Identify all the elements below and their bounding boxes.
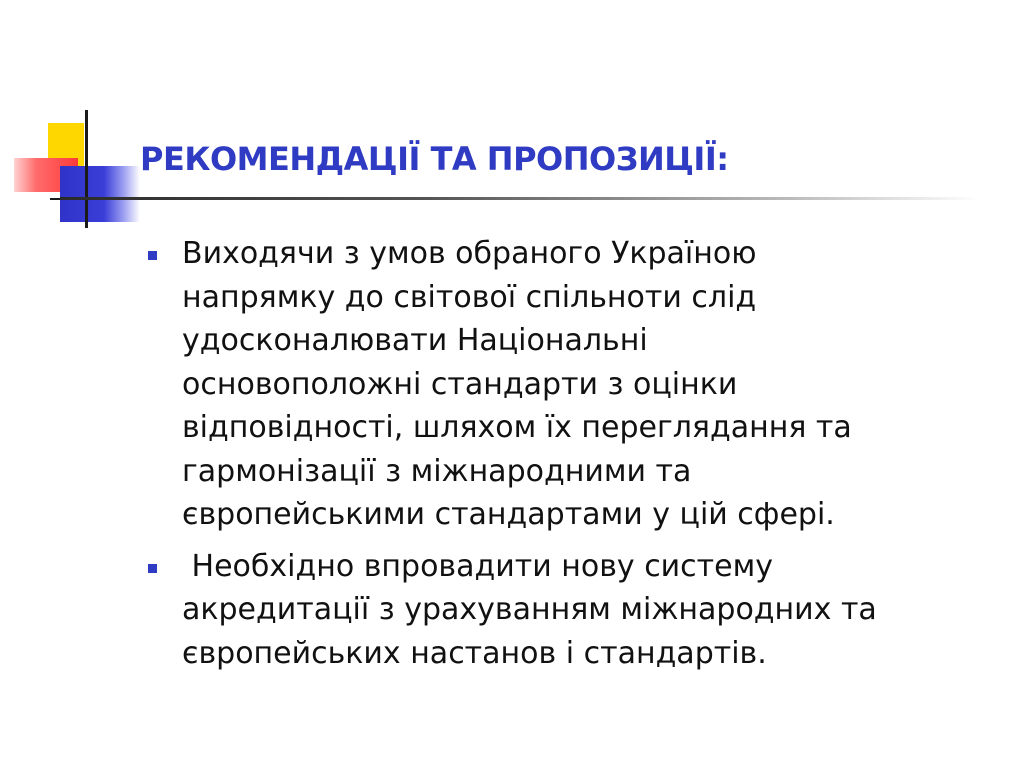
bullet-text-line: основоположні стандарти з оцінки: [182, 366, 738, 402]
bullet-text-line: Виходячи з умов обраного Україною: [182, 236, 757, 271]
bullet-text-line: акредитації з урахуванням міжнародних та: [182, 592, 877, 627]
bullet-text-line: відповідності, шляхом їх переглядання та: [182, 410, 852, 445]
bullet-text-line: гармонізації з міжнародними та: [182, 453, 692, 489]
vertical-line-decoration: [85, 110, 88, 228]
title-underline-rule: [60, 197, 980, 200]
slide-title: РЕКОМЕНДАЦІЇ ТА ПРОПОЗИЦІЇ:: [140, 140, 729, 178]
blue-square-decoration: [60, 166, 140, 222]
bullet-text-line: європейськими стандартами у цій сфері.: [182, 497, 835, 532]
bullet-text-line: удосконалювати Національні: [182, 323, 648, 358]
bullet-text-line: Необхідно впровадити нову систему: [182, 548, 773, 584]
bullet-text-line: напрямку до світової спільноти слід: [182, 279, 757, 315]
bullet-list: [140, 232, 1000, 683]
bullet-item: [140, 232, 1000, 537]
decorative-squares: [0, 100, 160, 230]
bullet-square-icon: [148, 251, 157, 260]
bullet-square-icon: [148, 564, 157, 573]
bullet-item: [140, 545, 1000, 676]
bullet-text-line: європейських настанов і стандартів.: [182, 635, 767, 671]
